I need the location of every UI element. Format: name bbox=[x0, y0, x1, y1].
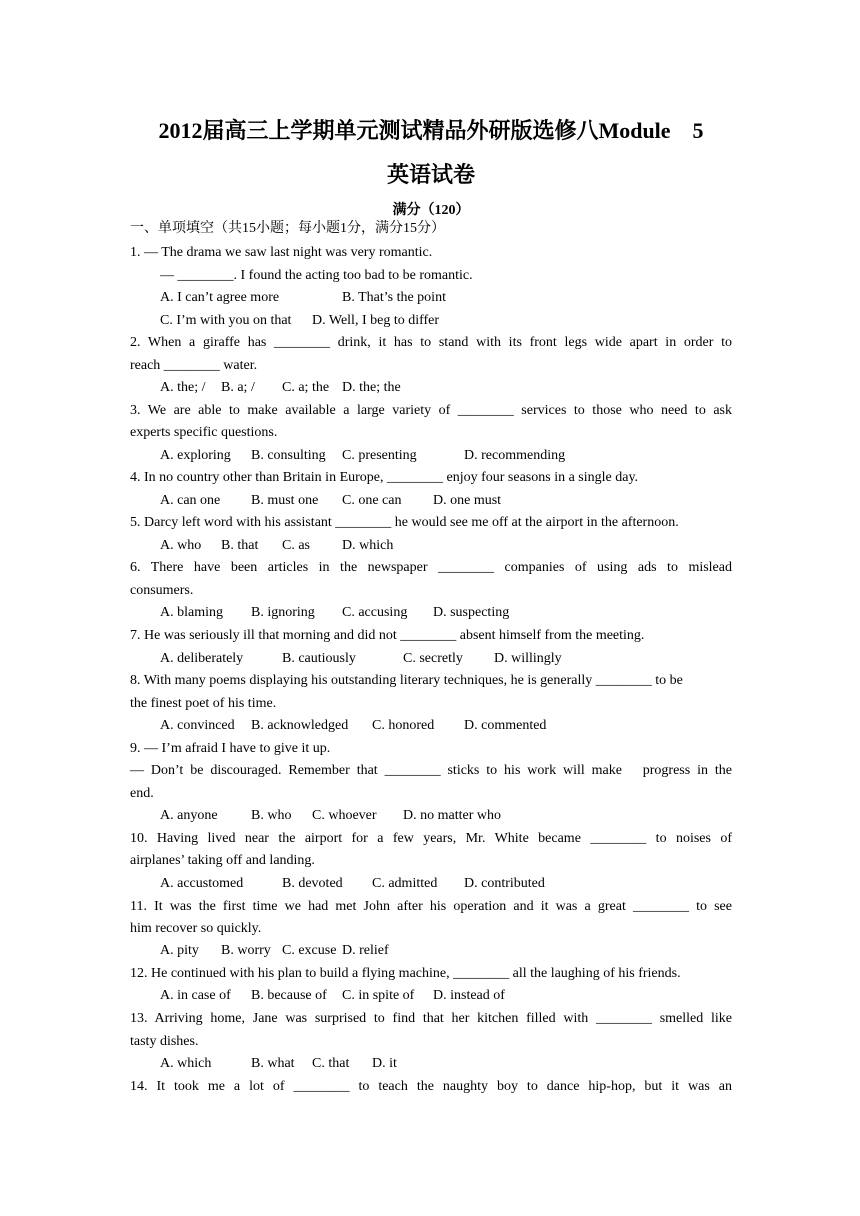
question-13-stem: 13. Arriving home, Jane was surprised to find that her kitchen filled with ________ smelled like bbox=[130, 1011, 732, 1026]
option-d: D. commented bbox=[464, 718, 547, 733]
question-10-stem: 10. Having lived near the airport for a few years, Mr. White became ________ to noises of bbox=[130, 831, 732, 846]
question-2-stem-cont: reach ________ water. bbox=[130, 358, 258, 373]
option-c: C. as bbox=[282, 538, 310, 553]
option-a: A. exploring bbox=[160, 448, 231, 463]
option-d: D. contributed bbox=[464, 876, 545, 891]
option-b: B. a; / bbox=[221, 380, 255, 395]
option-b: B. who bbox=[251, 808, 292, 823]
option-b: B. that bbox=[221, 538, 259, 553]
option-c: C. excuse bbox=[282, 943, 337, 958]
option-d: D. willingly bbox=[494, 651, 562, 666]
question-4-stem: 4. In no country other than Britain in Europe, ________ enjoy four seasons in a single day. bbox=[130, 470, 639, 485]
question-5-stem: 5. Darcy left word with his assistant ________ he would see me off at the airport in the afternoon. bbox=[130, 515, 679, 530]
question-9-stem: 9. — I’m afraid I have to give it up. bbox=[130, 741, 331, 756]
option-d: D. instead of bbox=[433, 988, 505, 1003]
option-d: D. recommending bbox=[464, 448, 566, 463]
option-b: B. what bbox=[251, 1056, 295, 1071]
option-c: C. a; the bbox=[282, 380, 330, 395]
question-13-stem-cont: tasty dishes. bbox=[130, 1034, 199, 1049]
question-3-stem: 3. We are able to make available a large variety of ________ services to those who need to ask bbox=[130, 403, 732, 418]
option-d: D. suspecting bbox=[433, 605, 510, 620]
question-9-reply: — Don’t be discouraged. Remember that ________ sticks to his work will make progress in the bbox=[130, 763, 732, 778]
option-c: C. presenting bbox=[342, 448, 417, 463]
option-a: A. I can’t agree more bbox=[160, 290, 280, 305]
option-c: C. secretly bbox=[403, 651, 463, 666]
option-b: B. That’s the point bbox=[342, 290, 446, 305]
option-b: B. worry bbox=[221, 943, 271, 958]
option-d: D. no matter who bbox=[403, 808, 501, 823]
option-a: A. blaming bbox=[160, 605, 223, 620]
option-c: C. whoever bbox=[312, 808, 377, 823]
question-14-stem: 14. It took me a lot of ________ to teach the naughty boy to dance hip-hop, but it was an bbox=[130, 1079, 732, 1094]
question-10-stem-cont: airplanes’ taking off and landing. bbox=[130, 853, 315, 868]
option-a: A. accustomed bbox=[160, 876, 244, 891]
option-a: A. which bbox=[160, 1056, 212, 1071]
total-score: 满分（120） bbox=[392, 203, 470, 218]
question-3-stem-cont: experts specific questions. bbox=[130, 425, 278, 440]
option-a: A. deliberately bbox=[160, 651, 244, 666]
section-heading: 一、单项填空（共15小题；每小题1分，满分15分） bbox=[130, 221, 445, 236]
option-a: A. anyone bbox=[160, 808, 218, 823]
option-d: D. Well, I beg to differ bbox=[312, 313, 440, 328]
question-6-stem-cont: consumers. bbox=[130, 583, 194, 598]
option-b: B. cautiously bbox=[282, 651, 356, 666]
exam-title-line1: 2012届高三上学期单元测试精品外研版选修八Module 5 bbox=[158, 118, 704, 143]
option-d: D. relief bbox=[342, 943, 389, 958]
question-8-stem-cont: the finest poet of his time. bbox=[130, 696, 277, 711]
option-b: B. consulting bbox=[251, 448, 326, 463]
option-c: C. that bbox=[312, 1056, 350, 1071]
option-a: A. pity bbox=[160, 943, 199, 958]
question-6-stem: 6. There have been articles in the newspaper ________ companies of using ads to mislead bbox=[130, 560, 732, 575]
question-12-stem: 12. He continued with his plan to build a flying machine, ________ all the laughing of his friends. bbox=[130, 966, 681, 981]
question-11-stem-cont: him recover so quickly. bbox=[130, 921, 262, 936]
option-c: C. honored bbox=[372, 718, 435, 733]
question-8-stem: 8. With many poems displaying his outstanding literary techniques, he is generally ________ to be bbox=[130, 673, 683, 688]
question-1-stem: 1. — The drama we saw last night was very romantic. bbox=[130, 245, 433, 260]
option-a: A. can one bbox=[160, 493, 221, 508]
exam-title-line2: 英语试卷 bbox=[386, 162, 475, 187]
option-c: C. accusing bbox=[342, 605, 408, 620]
question-9-reply-cont: end. bbox=[130, 786, 154, 801]
option-c: C. one can bbox=[342, 493, 402, 508]
option-c: C. in spite of bbox=[342, 988, 415, 1003]
option-a: A. convinced bbox=[160, 718, 235, 733]
question-1-reply: — ________. I found the acting too bad to be romantic. bbox=[160, 268, 473, 283]
option-c: C. admitted bbox=[372, 876, 438, 891]
option-d: D. it bbox=[372, 1056, 397, 1071]
option-c: C. I’m with you on that bbox=[160, 313, 292, 328]
question-2-stem: 2. When a giraffe has ________ drink, it has to stand with its front legs wide apart in order to bbox=[130, 335, 732, 350]
question-7-stem: 7. He was seriously ill that morning and did not ________ absent himself from the meeting. bbox=[130, 628, 645, 643]
option-d: D. one must bbox=[433, 493, 502, 508]
option-b: B. devoted bbox=[282, 876, 343, 891]
option-d: D. which bbox=[342, 538, 394, 553]
question-11-stem: 11. It was the first time we had met John after his operation and it was a great ________ to see bbox=[130, 899, 732, 914]
option-b: B. ignoring bbox=[251, 605, 315, 620]
option-a: A. the; / bbox=[160, 380, 206, 395]
option-b: B. because of bbox=[251, 988, 327, 1003]
option-a: A. who bbox=[160, 538, 202, 553]
option-a: A. in case of bbox=[160, 988, 231, 1003]
option-d: D. the; the bbox=[342, 380, 401, 395]
option-b: B. acknowledged bbox=[251, 718, 349, 733]
option-b: B. must one bbox=[251, 493, 319, 508]
